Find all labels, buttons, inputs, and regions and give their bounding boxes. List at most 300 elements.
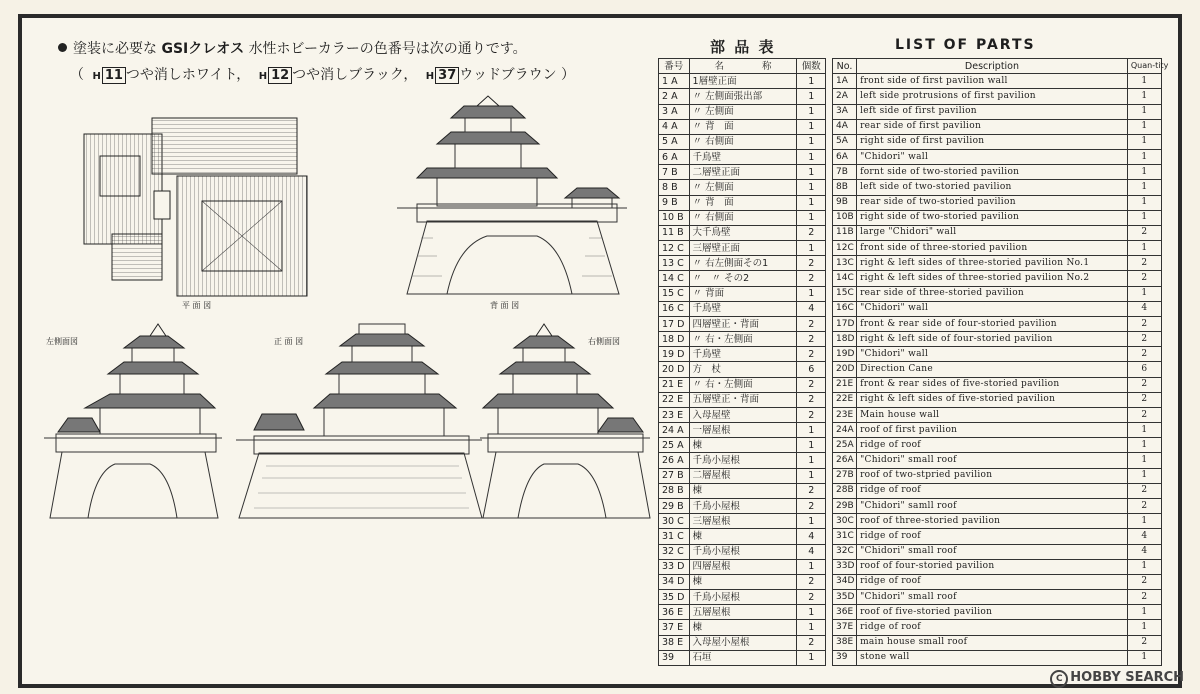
part-quantity: 1 [797,650,826,665]
table-row [659,301,826,316]
part-number: 31 C [659,529,690,544]
part-name: "Chidori" wall [857,150,1128,165]
table-row [833,241,1162,256]
table-row [833,498,1162,513]
part-name: roof of five-storied pavilion [857,605,1128,620]
table-row [833,529,1162,544]
table-row [659,407,826,422]
part-number: 23E [833,407,857,422]
part-quantity: 1 [797,286,826,301]
table-row [833,286,1162,301]
part-name: roof of three-storied pavilion [857,514,1128,529]
part-quantity: 2 [797,635,826,650]
part-name: stone wall [857,650,1128,665]
part-number: 25A [833,438,857,453]
part-quantity: 2 [1127,316,1161,331]
color-code-1 [92,67,125,84]
table-row [659,180,826,195]
part-name: "Chidori" wall [857,301,1128,316]
header-number: 番号 [659,59,690,74]
table-row [833,559,1162,574]
part-number: 11 B [659,225,690,240]
part-quantity: 1 [797,620,826,635]
table-row [833,347,1162,362]
table-row [659,241,826,256]
header-no: No. [833,59,857,74]
part-quantity: 1 [797,241,826,256]
table-row [659,286,826,301]
part-quantity: 1 [797,89,826,104]
part-quantity: 1 [797,165,826,180]
part-quantity: 1 [797,74,826,89]
part-number: 26A [833,453,857,468]
part-number: 29B [833,498,857,513]
table-row [659,134,826,149]
part-name: Direction Cane [857,362,1128,377]
part-number: 35D [833,590,857,605]
table-row [659,392,826,407]
rear-caption: 背 面 図 [490,301,520,310]
table-row [659,119,826,134]
part-quantity: 1 [1127,468,1161,483]
part-number: 2A [833,89,857,104]
part-quantity: 2 [1127,574,1161,589]
part-name: Main house wall [857,407,1128,422]
table-row [659,89,826,104]
part-number: 37 E [659,620,690,635]
part-name: 1層壁正面 [689,74,797,89]
part-quantity: 1 [797,438,826,453]
color-number: 37 [435,67,459,84]
part-number: 18D [833,332,857,347]
table-row [833,590,1162,605]
part-name: 〃 右側面 [689,210,797,225]
part-number: 22E [833,392,857,407]
part-quantity: 2 [1127,347,1161,362]
front-view-drawing [234,318,484,518]
part-number: 30 C [659,514,690,529]
part-quantity: 2 [797,574,826,589]
table-row [659,104,826,119]
color-prefix: H [258,71,268,82]
part-number: 27 B [659,468,690,483]
part-number: 31C [833,529,857,544]
part-quantity: 1 [1127,241,1161,256]
table-row [833,514,1162,529]
part-quantity: 2 [797,347,826,362]
part-quantity: 1 [1127,89,1161,104]
part-number: 24A [833,423,857,438]
part-quantity: 2 [797,271,826,286]
part-quantity: 1 [797,150,826,165]
part-number: 4A [833,119,857,134]
part-name: "Chidori" samll roof [857,498,1128,513]
part-number: 22 E [659,392,690,407]
table-row [833,256,1162,271]
part-name: 〃 左側面張出部 [689,89,797,104]
part-name: 〃 右・左側面 [689,377,797,392]
part-name: 棟 [689,574,797,589]
table-row [833,74,1162,89]
color-code-3 [426,67,459,84]
part-number: 5A [833,134,857,149]
color-number: 12 [268,67,292,84]
part-name: main house small roof [857,635,1128,650]
table-row [833,195,1162,210]
part-name: 〃 背 面 [689,119,797,134]
part-quantity: 2 [797,256,826,271]
part-name: 棟 [689,620,797,635]
part-quantity: 2 [797,332,826,347]
table-row [833,544,1162,559]
part-number: 20D [833,362,857,377]
part-number: 9 B [659,195,690,210]
color-name-3: ウッドブラウン [459,67,557,83]
part-quantity: 1 [797,423,826,438]
part-name: 五層壁正・背面 [689,392,797,407]
part-number: 3 A [659,104,690,119]
header-count: 個数 [797,59,826,74]
table-row [659,483,826,498]
table-header-row [833,59,1162,74]
left-caption: 左側面図 [46,337,78,346]
part-number: 21 E [659,377,690,392]
table-row [659,210,826,225]
table-row [833,89,1162,104]
instruction-sheet [18,14,1182,688]
table-row [659,559,826,574]
part-quantity: 1 [797,468,826,483]
part-quantity: 1 [797,453,826,468]
table-row [833,650,1162,665]
part-quantity: 1 [797,195,826,210]
color-number: 11 [102,67,126,84]
part-quantity: 4 [797,544,826,559]
part-quantity: 2 [797,377,826,392]
part-name: left side protrusions of first pavilion [857,89,1128,104]
part-quantity: 4 [1127,544,1161,559]
part-number: 27B [833,468,857,483]
part-name: front & rear sides of five-storied pavilion [857,377,1128,392]
table-row [833,301,1162,316]
part-name: ridge of roof [857,529,1128,544]
table-row [659,423,826,438]
table-row [833,635,1162,650]
part-number: 8 B [659,180,690,195]
table-row [659,347,826,362]
part-number: 2 A [659,89,690,104]
part-name: 一層屋根 [689,423,797,438]
table-row [659,332,826,347]
part-name: 〃 左側面 [689,180,797,195]
part-name: front side of three-storied pavilion [857,241,1128,256]
part-quantity: 2 [797,407,826,422]
table-row [833,210,1162,225]
part-name: fornt side of two-storied pavilion [857,165,1128,180]
part-quantity: 1 [797,210,826,225]
part-quantity: 2 [1127,271,1161,286]
part-number: 30C [833,514,857,529]
color-code-2 [259,67,292,84]
plan-view-drawing [82,116,322,301]
part-quantity: 4 [1127,301,1161,316]
part-number: 39 [833,650,857,665]
part-number: 21E [833,377,857,392]
part-number: 17D [833,316,857,331]
table-row [833,407,1162,422]
part-number: 15C [833,286,857,301]
part-name: 三層屋根 [689,514,797,529]
color-prefix: H [92,71,101,82]
part-number: 14 C [659,271,690,286]
watermark [1050,670,1184,688]
part-number: 15 C [659,286,690,301]
table-row [659,74,826,89]
table-row [833,225,1162,240]
part-name: "Chidori" small roof [857,590,1128,605]
table-row [659,165,826,180]
table-row [833,423,1162,438]
part-quantity: 1 [1127,650,1161,665]
part-quantity: 2 [1127,407,1161,422]
part-name: rear side of first pavilion [857,119,1128,134]
part-name: 〃 背面 [689,286,797,301]
header-description: Description [857,59,1128,74]
part-name: 石垣 [689,650,797,665]
table-row [659,544,826,559]
part-number: 25 A [659,438,690,453]
color-prefix: H [425,71,435,82]
part-name: 棟 [689,483,797,498]
part-number: 6A [833,150,857,165]
part-name: 千鳥小屋根 [689,498,797,513]
table-row [659,498,826,513]
part-name: roof of four-storied pavilion [857,559,1128,574]
part-quantity: 1 [1127,74,1161,89]
part-name: 五層屋根 [689,605,797,620]
part-number: 8B [833,180,857,195]
part-quantity: 2 [1127,483,1161,498]
part-number: 1A [833,74,857,89]
right-view-drawing [478,322,653,518]
paren-open: （ [70,67,84,83]
table-row [659,468,826,483]
part-quantity: 2 [1127,392,1161,407]
table-row [659,195,826,210]
part-number: 7 B [659,165,690,180]
part-quantity: 1 [1127,605,1161,620]
part-quantity: 6 [1127,362,1161,377]
table-row [833,453,1162,468]
part-number: 4 A [659,119,690,134]
part-number: 6 A [659,150,690,165]
table-row [659,316,826,331]
table-row [833,620,1162,635]
part-quantity: 1 [1127,620,1161,635]
part-quantity: 1 [797,134,826,149]
part-number: 16 C [659,301,690,316]
table-row [659,529,826,544]
paint-note [58,38,527,58]
part-name: 千鳥小屋根 [689,590,797,605]
part-quantity: 2 [797,498,826,513]
part-quantity: 1 [797,180,826,195]
bullet-icon [58,43,67,52]
part-number: 26 A [659,453,690,468]
table-row [659,256,826,271]
part-number: 16C [833,301,857,316]
part-name: large "Chidori" wall [857,225,1128,240]
part-name: 棟 [689,438,797,453]
part-name: 千鳥壁 [689,347,797,362]
part-name: 四層屋根 [689,559,797,574]
table-row [659,650,826,665]
table-row [833,438,1162,453]
part-name: "Chidori" wall [857,347,1128,362]
part-name: roof of two-stpried pavilion [857,468,1128,483]
part-name: 〃 右・左側面 [689,332,797,347]
part-quantity: 1 [797,514,826,529]
part-name: ridge of roof [857,574,1128,589]
part-quantity: 1 [797,559,826,574]
part-number: 1 A [659,74,690,89]
part-number: 3A [833,104,857,119]
watermark-text: HOBBY SEARCH [1070,670,1184,685]
part-quantity: 4 [1127,529,1161,544]
color-name-1: つや消しホワイト， [125,67,251,83]
part-number: 32C [833,544,857,559]
part-number: 34 D [659,574,690,589]
part-quantity: 2 [1127,225,1161,240]
table-row [659,574,826,589]
header-quantity: Quan-tity [1127,59,1161,74]
part-number: 7B [833,165,857,180]
part-quantity: 4 [797,529,826,544]
part-quantity: 1 [1127,559,1161,574]
part-quantity: 1 [797,119,826,134]
part-name: 入母屋壁 [689,407,797,422]
part-name: front side of first pavilion wall [857,74,1128,89]
part-name: 〃 〃 その2 [689,271,797,286]
part-name: 大千鳥壁 [689,225,797,240]
part-quantity: 6 [797,362,826,377]
table-row [833,605,1162,620]
plan-caption: 平 面 図 [182,301,212,310]
part-quantity: 1 [1127,195,1161,210]
header-name: 名 称 [689,59,797,74]
part-name: 千鳥壁 [689,301,797,316]
part-name: 千鳥小屋根 [689,544,797,559]
table-row [659,271,826,286]
part-quantity: 1 [797,104,826,119]
part-quantity: 1 [1127,210,1161,225]
table-row [833,119,1162,134]
en-parts-table [832,58,1169,666]
table-row [833,165,1162,180]
part-name: 四層壁正・背面 [689,316,797,331]
table-row [833,180,1162,195]
paint-note-text-b: 水性ホビーカラーの色番号は次の通りです。 [248,41,527,57]
part-number: 33D [833,559,857,574]
color-name-2: つや消しブラック， [292,67,418,83]
part-number: 19D [833,347,857,362]
part-quantity: 2 [1127,635,1161,650]
table-row [833,362,1162,377]
part-quantity: 1 [797,605,826,620]
table-row [659,377,826,392]
en-table-title: LIST OF PARTS [895,37,1036,53]
table-row [659,635,826,650]
part-name: right & left sides of three-storied pavilion No.2 [857,271,1128,286]
part-number: 20 D [659,362,690,377]
part-name: 入母屋小屋根 [689,635,797,650]
part-quantity: 2 [797,225,826,240]
part-quantity: 1 [1127,119,1161,134]
part-number: 38 E [659,635,690,650]
part-quantity: 2 [1127,377,1161,392]
part-number: 10 B [659,210,690,225]
part-number: 35 D [659,590,690,605]
table-row [833,150,1162,165]
table-row [659,605,826,620]
part-name: rear side of three-storied pavilion [857,286,1128,301]
table-row [833,468,1162,483]
part-quantity: 2 [1127,256,1161,271]
paint-note-text-a: 塗装に必要な [73,41,157,57]
part-name: rear side of two-storied pavilion [857,195,1128,210]
table-row [659,590,826,605]
part-name: 二層屋根 [689,468,797,483]
table-row [659,438,826,453]
part-quantity: 1 [1127,134,1161,149]
part-name: ridge of roof [857,483,1128,498]
left-view-drawing [40,322,225,518]
part-number: 32 C [659,544,690,559]
part-name: "Chidori" small roof [857,453,1128,468]
part-name: 〃 右左側面その1 [689,256,797,271]
part-quantity: 2 [797,483,826,498]
jp-parts-table [658,58,826,666]
part-number: 12C [833,241,857,256]
part-name: left side of two-storied pavilion [857,180,1128,195]
part-number: 28B [833,483,857,498]
part-number: 5 A [659,134,690,149]
part-number: 34D [833,574,857,589]
part-number: 24 A [659,423,690,438]
table-row [833,483,1162,498]
table-row [833,392,1162,407]
part-number: 12 C [659,241,690,256]
part-quantity: 2 [797,316,826,331]
part-number: 9B [833,195,857,210]
part-quantity: 2 [1127,498,1161,513]
table-row [659,150,826,165]
part-name: 〃 右側面 [689,134,797,149]
part-quantity: 1 [1127,104,1161,119]
part-name: 方 杖 [689,362,797,377]
table-row [659,453,826,468]
table-row [659,225,826,240]
jp-table-title: 部 品 表 [710,38,776,56]
part-number: 17 D [659,316,690,331]
part-number: 36E [833,605,857,620]
part-name: right & left sides of three-storied pavilion No.1 [857,256,1128,271]
part-quantity: 1 [1127,453,1161,468]
part-name: 棟 [689,529,797,544]
part-name: 〃 左側面 [689,104,797,119]
part-quantity: 2 [1127,332,1161,347]
part-quantity: 2 [797,590,826,605]
